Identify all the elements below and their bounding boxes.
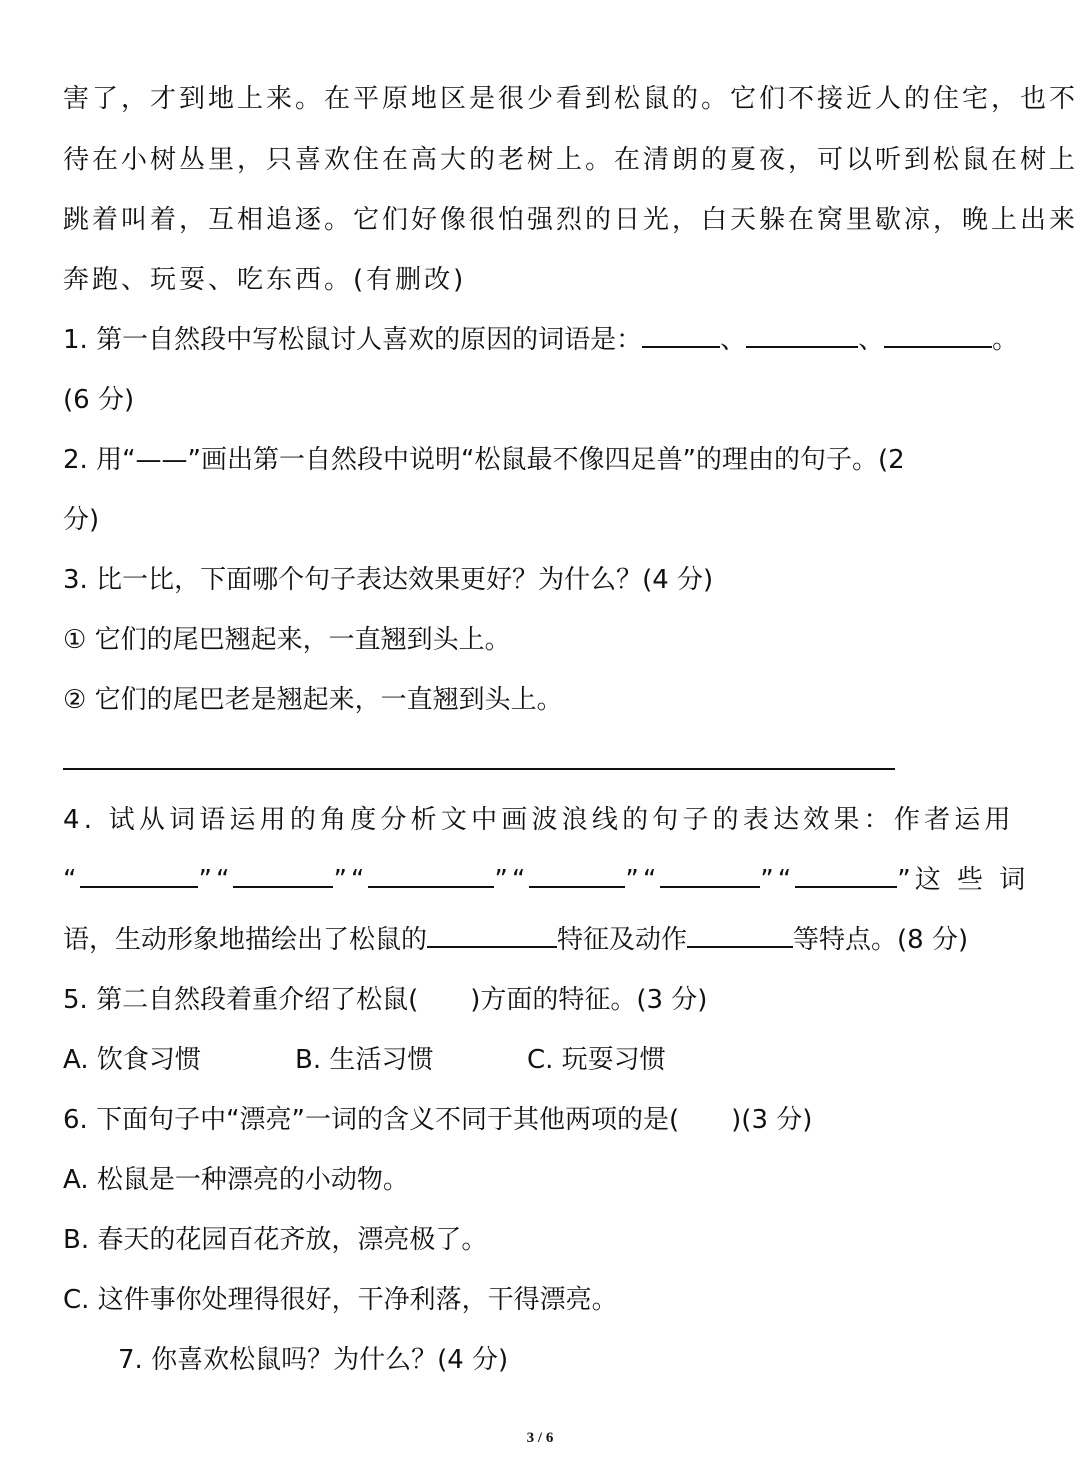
q1-blank-1[interactable] xyxy=(642,328,720,348)
question-3-option-1: ① 它们的尾巴翘起来，一直翘到头上。 xyxy=(63,625,511,655)
q1-separator-2: 、 xyxy=(858,325,885,355)
q4-feature-blank[interactable] xyxy=(427,928,557,948)
question-5-options xyxy=(63,1046,666,1075)
q4-quote-sep-4: ”“ xyxy=(625,865,661,895)
question-3-option-2: ② 它们的尾巴老是翘起来，一直翘到头上。 xyxy=(63,685,563,715)
q4-word-blank-6[interactable] xyxy=(795,868,897,888)
question-5: 5. 第二自然段着重介绍了松鼠( )方面的特征。(3 分) xyxy=(63,985,708,1015)
q4-action-blank[interactable] xyxy=(687,928,793,948)
q4-word-blank-4[interactable] xyxy=(529,868,625,888)
q4-word-blank-2[interactable] xyxy=(233,868,333,888)
q6-option-c[interactable]: C. 这件事你处理得很好，干净利落，干得漂亮。 xyxy=(63,1285,618,1315)
q1-separator-1: 、 xyxy=(720,325,747,355)
q4-line3-end: 等特点。(8 分) xyxy=(793,925,969,955)
q5-option-c[interactable]: C. 玩耍习惯 xyxy=(527,1045,666,1075)
question-1-text: 1. 第一自然段中写松鼠讨人喜欢的原因的词语是： xyxy=(63,325,643,355)
q6-option-a[interactable]: A. 松鼠是一种漂亮的小动物。 xyxy=(63,1165,409,1195)
q1-blank-3[interactable] xyxy=(884,328,992,348)
q4-quote-open: “ xyxy=(63,865,81,895)
question-4: 4. 试从词语运用的角度分析文中画波浪线的句子的表达效果：作者运用 xyxy=(63,805,1015,835)
q1-end: 。 xyxy=(992,325,1019,355)
passage-line-1: 害了，才到地上来。在平原地区是很少看到松鼠的。它们不接近人的住宅，也不 xyxy=(63,84,1079,114)
q3-answer-line[interactable] xyxy=(63,768,895,770)
q4-line3-start: 语，生动形象地描绘出了松鼠的 xyxy=(63,925,428,955)
passage-line-4: 奔跑、玩耍、吃东西。(有删改) xyxy=(63,265,467,295)
question-4-line-3 xyxy=(63,926,968,955)
q4-tail: 这 些 词 xyxy=(914,865,1030,895)
q4-quote-sep-5: ”“ xyxy=(760,865,796,895)
question-3: 3. 比一比，下面哪个句子表达效果更好？为什么？(4 分) xyxy=(63,565,714,595)
q4-line3-mid: 特征及动作 xyxy=(557,925,688,955)
q6-option-b[interactable]: B. 春天的花园百花齐放，漂亮极了。 xyxy=(63,1225,488,1255)
q1-blank-2[interactable] xyxy=(746,328,858,348)
question-1-score: (6 分) xyxy=(63,385,135,415)
q4-quote-close: ” xyxy=(897,865,915,895)
q4-word-blank-5[interactable] xyxy=(660,868,760,888)
q4-quote-sep-3: ”“ xyxy=(494,865,530,895)
passage-line-3: 跳着叫着，互相追逐。它们好像很怕强烈的日光，白天躲在窝里歇凉，晚上出来 xyxy=(63,205,1079,235)
q5-option-b[interactable]: B. 生活习惯 xyxy=(295,1045,434,1075)
page-number: 3 / 6 xyxy=(526,1430,554,1446)
q4-quote-sep-2: ”“ xyxy=(333,865,369,895)
q5-option-a[interactable]: A. 饮食习惯 xyxy=(63,1045,201,1075)
question-2: 2. 用“——”画出第一自然段中说明“松鼠最不像四足兽”的理由的句子。(2 xyxy=(63,445,905,475)
passage-line-2: 待在小树丛里，只喜欢住在高大的老树上。在清朗的夏夜，可以听到松鼠在树上 xyxy=(63,145,1079,175)
q4-word-blank-3[interactable] xyxy=(368,868,494,888)
question-6: 6. 下面句子中“漂亮”一词的含义不同于其他两项的是( )(3 分) xyxy=(63,1105,813,1135)
q4-word-blank-1[interactable] xyxy=(80,868,198,888)
question-1 xyxy=(63,326,1018,355)
question-4-blanks-row xyxy=(63,866,1029,895)
question-7: 7. 你喜欢松鼠吗？为什么？(4 分) xyxy=(118,1345,509,1375)
question-2-score: 分) xyxy=(63,505,100,535)
q4-quote-sep-1: ”“ xyxy=(198,865,234,895)
